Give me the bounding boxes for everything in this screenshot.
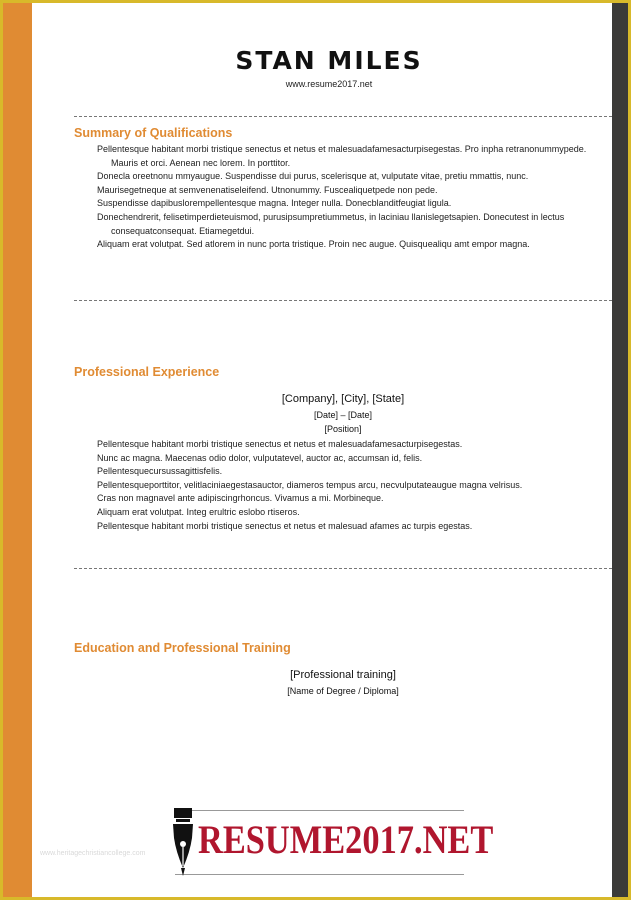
experience-item: Pellentesque habitant morbi tristique senectus et netus et malesuad afames ac turpis egestas. (97, 520, 473, 531)
summary-section-title: Summary of Qualifications (74, 126, 233, 140)
experience-item: Pellentesquecursussagittisfelis. (97, 466, 223, 477)
fountain-pen-nib-icon (170, 808, 196, 876)
experience-item: Nunc ac magna. Maecenas odio dolor, vulputatevel, auctor ac, accumsan id, felis. (97, 452, 423, 463)
right-accent-bar (612, 3, 628, 897)
education-section-title: Education and Professional Training (74, 641, 291, 655)
experience-section-title: Professional Experience (74, 365, 220, 379)
candidate-name: STAN MILES (235, 46, 423, 75)
summary-item: Aliquam erat volutpat. Sed atlorem in nunc porta tristique. Proin nec augue. Quisquealiqu amt empor magna. (97, 239, 530, 250)
section-divider (74, 300, 612, 301)
summary-item: Pellentesque habitant morbi tristique senectus et netus et malesuadafamesacturpisegestas. Pro inpha retranonummypede. Mauris et orci. Aenean nec lorem. In porttitor. (97, 144, 587, 168)
summary-item: Donecla oreetnonu mmyaugue. Suspendisse dui purus, scelerisque at, vulputate vitae, pretiu mmattis, nunc. (97, 171, 529, 182)
summary-item: Suspendisse dapibuslorempellentesque magna. Integer nulla. Donecblanditfeugiat ligula. (97, 198, 452, 209)
experience-list (97, 438, 597, 533)
footer-rule-bottom (175, 874, 464, 875)
section-divider (74, 568, 612, 569)
experience-item: Pellentesque habitant morbi tristique senectus et netus et malesuadafamesacturpisegestas. (97, 439, 463, 449)
degree-line: [Name of Degree / Diploma] (287, 686, 399, 696)
summary-list (97, 143, 587, 252)
watermark-text: www.heritagechristiancollege.com (40, 850, 146, 857)
training-line: [Professional training] (290, 669, 396, 681)
summary-item: Donechendrerit, felisetimperdieteuismod, purusipsumpretiummetus, in laciniau llanislegetsapien. Donecutest in lectus consequatconsequat. Etiamegetdui. (97, 211, 565, 236)
left-accent-bar (3, 3, 32, 897)
footer-logo-text: RESUME2017.NET (198, 817, 494, 862)
section-divider (74, 116, 612, 117)
experience-item: Pellentesqueporttitor, velitlaciniaegestasauctor, diameros tempus arcu, necvulputateaugue magna velrisus. (97, 479, 523, 490)
summary-item: Maurisegetneque at semvenenatiseleifend. Utnonummy. Fuscealiquetpede non pede. (97, 184, 438, 195)
date-line: [Date] – [Date] (313, 410, 373, 420)
header-website: www.resume2017.net (285, 79, 373, 89)
position-line: [Position] (324, 424, 362, 434)
footer-rule-top (175, 810, 464, 811)
experience-item: Aliquam erat volutpat. Integ erultric eslobo rtiseros. (97, 506, 300, 517)
company-line: [Company], [City], [State] (281, 393, 405, 405)
experience-item: Cras non magnavel ante adipiscingrhoncus. Vivamus a mi. Morbineque. (97, 493, 384, 504)
